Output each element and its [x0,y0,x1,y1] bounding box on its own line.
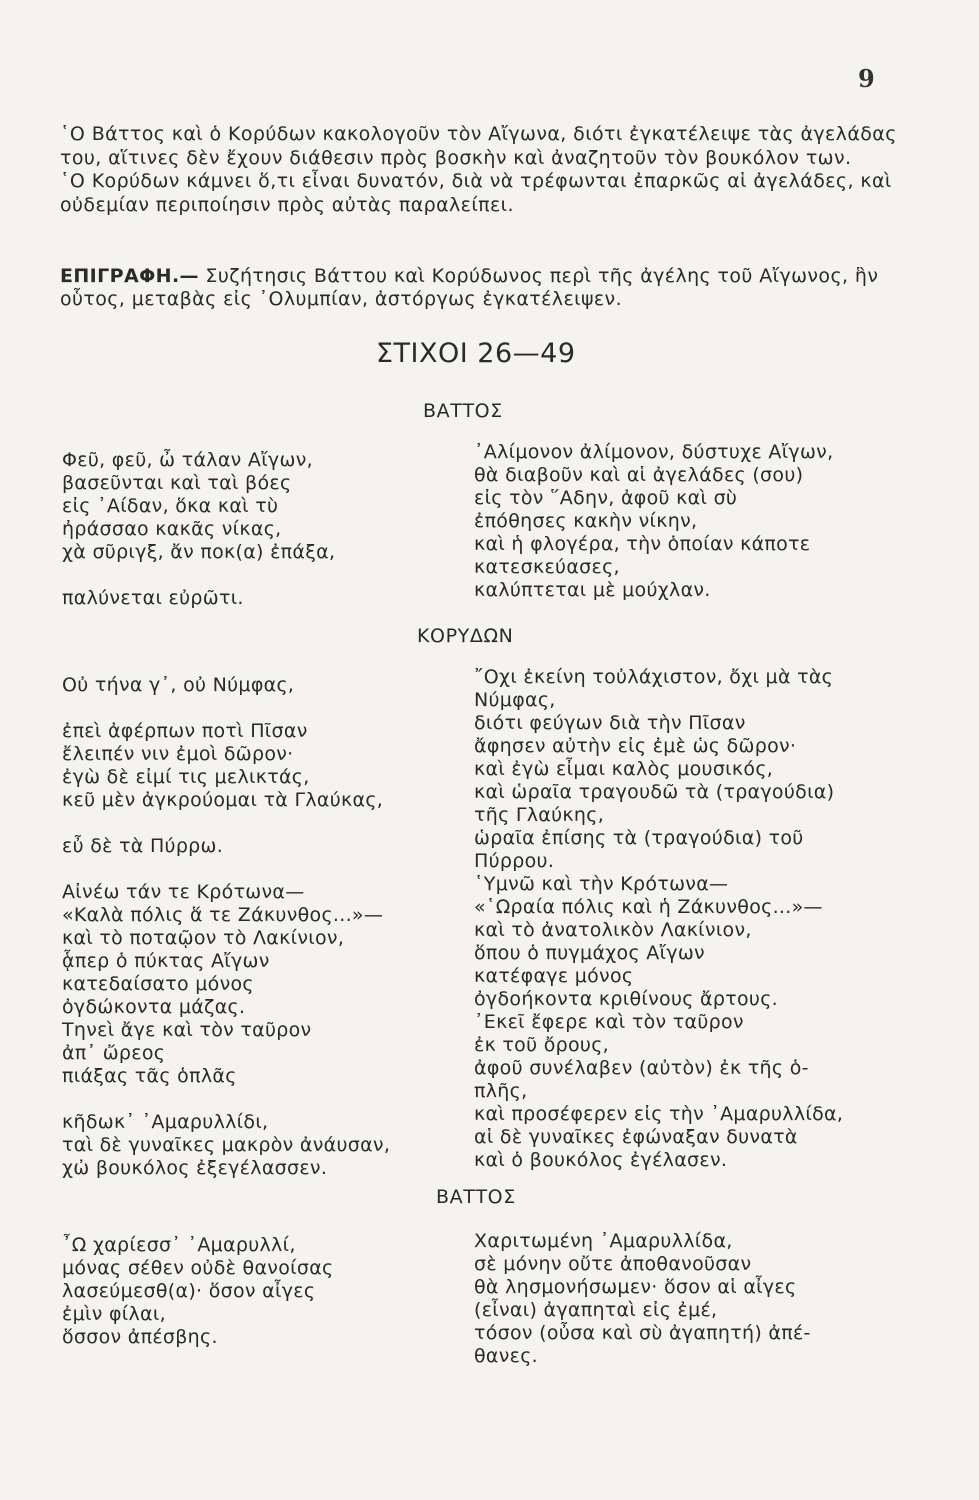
verse-line: ἔλειπέν νιν ἐμοὶ δῶρον· [62,743,294,765]
translation-line: «῾Ωραία πόλις καὶ ἡ Ζάκυνθος...»— [474,896,823,918]
verse-line: λασεύμεσθ(α)· ὅσον αἶγες [62,1280,316,1302]
translation-line: Χαριτωμένη ᾿Αμαρυλλίδα, [474,1230,733,1252]
verse-line: Αἰνέω τάν τε Κρότωνα— [62,881,305,903]
verse-line: χὰ σῦριγξ, ἄν ποκ(α) ἐπάξα, [62,541,336,563]
translation-line: ῾Υμνῶ καὶ τὴν Κρότωνα— [474,873,729,895]
translation-line: καλύπτεται μὲ μούχλαν. [474,579,711,601]
block3-original [62,1234,334,1349]
translation-line: ἐκ τοῦ ὄρους, [474,1034,609,1056]
verse-line: κεῦ μὲν ἀγκρούομαι τὰ Γλαύκας, [62,789,384,811]
verse-line: καὶ τὸ ποταῷον τὸ Λακίνιον, [62,927,345,949]
intro-paragraph-1: ῾Ο Βάττος καὶ ὁ Κορύδων κακολογοῦν τὸν Αἴγωνα, διότι ἐγκατέλειψε τὰς ἀγελάδας του, αἵτινες δὲν ἔχουν διάθεσιν πρὸς βοσκὴν καὶ ἀναζητοῦν τὸν βουκόλον των. [60,123,897,169]
translation-line: σὲ μόνην οὔτε ἀποθανοῦσαν [474,1253,752,1275]
translation-line: τῆς Γλαύκης, [474,804,605,826]
verse-line: «Καλὰ πόλις ἅ τε Ζάκυνθος...»— [62,904,384,926]
verse-line: ἐμὶν φίλαι, [62,1303,166,1325]
translation-line: θὰ λησμονήσωμεν· ὅσον αἱ αἶγες [474,1276,797,1298]
translation-line: Νύμφας, [474,689,556,711]
verse-line: εὖ δὲ τὰ Πύρρω. [62,835,224,857]
inscription-label: ΕΠΙΓΡΑΦΗ.— [60,265,199,287]
verse-line: ὅσσον ἀπέσβης. [62,1326,218,1348]
translation-line: καὶ ὡραῖα τραγουδῶ τὰ (τραγούδια) [474,781,835,803]
translation-line: ὡραῖα ἐπίσης τὰ (τραγούδια) τοῦ [474,827,804,849]
inscription [60,265,900,311]
verse-line: πιάξας τᾶς ὁπλᾶς [62,1065,237,1087]
translation-line: καὶ προσέφερεν εἰς τὴν ᾿Αμαρυλλίδα, [474,1103,844,1125]
verse-line: χὠ βουκόλος ἐξεγέλασσεν. [62,1157,328,1179]
translation-line: ῎Οχι ἐκείνη τοὐλάχιστον, ὄχι μὰ τὰς [474,666,834,688]
translation-line: διότι φεύγων διὰ τὴν Πῖσαν [474,712,746,734]
translation-line: αἱ δὲ γυναῖκες ἐφώναξαν δυνατὰ [474,1126,798,1148]
verse-line: ἐγὼ δὲ εἰμί τις μελικτάς, [62,766,310,788]
translation-line: καὶ ὁ βουκόλος ἐγέλασεν. [474,1149,728,1171]
verse-line: Φεῦ, φεῦ, ὦ τάλαν Αἴγων, [62,449,313,471]
verse-line: μόνας σέθεν οὐδὲ θανοίσας [62,1257,334,1279]
speaker-battos-2: ΒΑΤΤΟΣ [436,1186,516,1208]
translation-line: ἀφοῦ συνέλαβεν (αὐτὸν) ἐκ τῆς ὁ- [474,1057,809,1079]
verse-line: ἀπ᾿ ὤρεος [62,1042,166,1064]
translation-line: ὅπου ὁ πυγμάχος Αἴγων [474,942,705,964]
translation-line: τόσον (οὖσα καὶ σὺ ἀγαπητή) ἀπέ- [474,1322,811,1344]
translation-line: θανες. [474,1345,539,1367]
speaker-korydon: ΚΟΡΥΔΩΝ [417,625,514,647]
translation-line: ὀγδοήκοντα κριθίνους ἄρτους. [474,988,778,1010]
block2-translation [474,666,843,1172]
verse-line: ᾇπερ ὁ πύκτας Αἴγων [62,950,270,972]
verse-line: παλύνεται εὐρῶτι. [62,587,244,609]
translation-line: Πύρρου. [474,850,555,872]
page-number: 9 [858,64,875,93]
translation-line: ᾿Αλίμονον ἀλίμονον, δύστυχε Αἴγων, [474,441,834,463]
introduction [60,123,900,217]
verse-line: ὀγδώκοντα μάζας. [62,996,246,1018]
block1-translation [474,441,833,602]
translation-line: εἰς τὸν ῞Αδην, ἀφοῦ καὶ σὺ [474,487,738,509]
translation-line: ἄφησεν αὐτὴν εἰς ἐμὲ ὡς δῶρον· [474,735,797,757]
block1-original [62,449,335,610]
translation-line: πλῆς, [474,1080,528,1102]
block3-translation [474,1230,811,1368]
translation-line: θὰ διαβοῦν καὶ αἱ ἀγελάδες (σου) [474,464,804,486]
speaker-battos-1: ΒΑΤΤΟΣ [423,400,503,422]
verse-line: εἰς ᾿Αίδαν, ὅκα καὶ τὺ [62,495,279,517]
verse-line: Οὐ τήνα γ᾿, οὐ Νύμφας, [62,674,295,696]
verse-line: κατεδαίσατο μόνος [62,973,254,995]
intro-paragraph-2: ῾Ο Κορύδων κάμνει ὅ,τι εἶναι δυνατόν, διὰ νὰ τρέφωνται ἐπαρκῶς αἱ ἀγελάδες, καὶ οὐδεμίαν περιποίησιν πρὸς αὐτὰς παραλείπει. [60,170,892,216]
translation-line: (εἶναι) ἀγαπηταὶ εἰς ἐμέ, [474,1299,718,1321]
verse-line: ἐπεὶ ἀφέρπων ποτὶ Πῖσαν [62,720,308,742]
inscription-text: Συζήτησις Βάττου καὶ Κορύδωνος περὶ τῆς ἀγέλης τοῦ Αἴγωνος, ἣν οὗτος, μεταβὰς εἰς ᾿Ολυμπίαν, ἀστόργως ἐγκατέλειψεν. [60,265,879,310]
translation-line: καὶ ἡ φλογέρα, τὴν ὁποίαν κάποτε [474,533,811,555]
verse-line: βασεῦνται καὶ ταὶ βόες [62,472,292,494]
translation-line: κατέφαγε μόνος [474,965,634,987]
section-title: ΣΤΙΧΟΙ 26—49 [376,338,576,369]
translation-line: καὶ ἐγὼ εἶμαι καλὸς μουσικός, [474,758,774,780]
block2-original [62,674,390,1180]
translation-line: ἐπόθησες κακὴν νίκην, [474,510,698,532]
translation-line: κατεσκεύασες, [474,556,620,578]
verse-line: κῆδωκ᾿ ᾿Αμαρυλλίδι, [62,1111,269,1133]
verse-line: ῏Ω χαρίεσσ᾿ ᾿Αμαρυλλί, [62,1234,296,1256]
translation-line: καὶ τὸ ἀνατολικὸν Λακίνιον, [474,919,752,941]
verse-line: ἠράσσαο κακᾶς νίκας, [62,518,282,540]
verse-line: ταὶ δὲ γυναῖκες μακρὸν ἀνάυσαν, [62,1134,391,1156]
verse-line: Τηνεὶ ἄγε καὶ τὸν ταῦρον [62,1019,312,1041]
translation-line: ᾿Εκεῖ ἔφερε καὶ τὸν ταῦρον [474,1011,744,1033]
